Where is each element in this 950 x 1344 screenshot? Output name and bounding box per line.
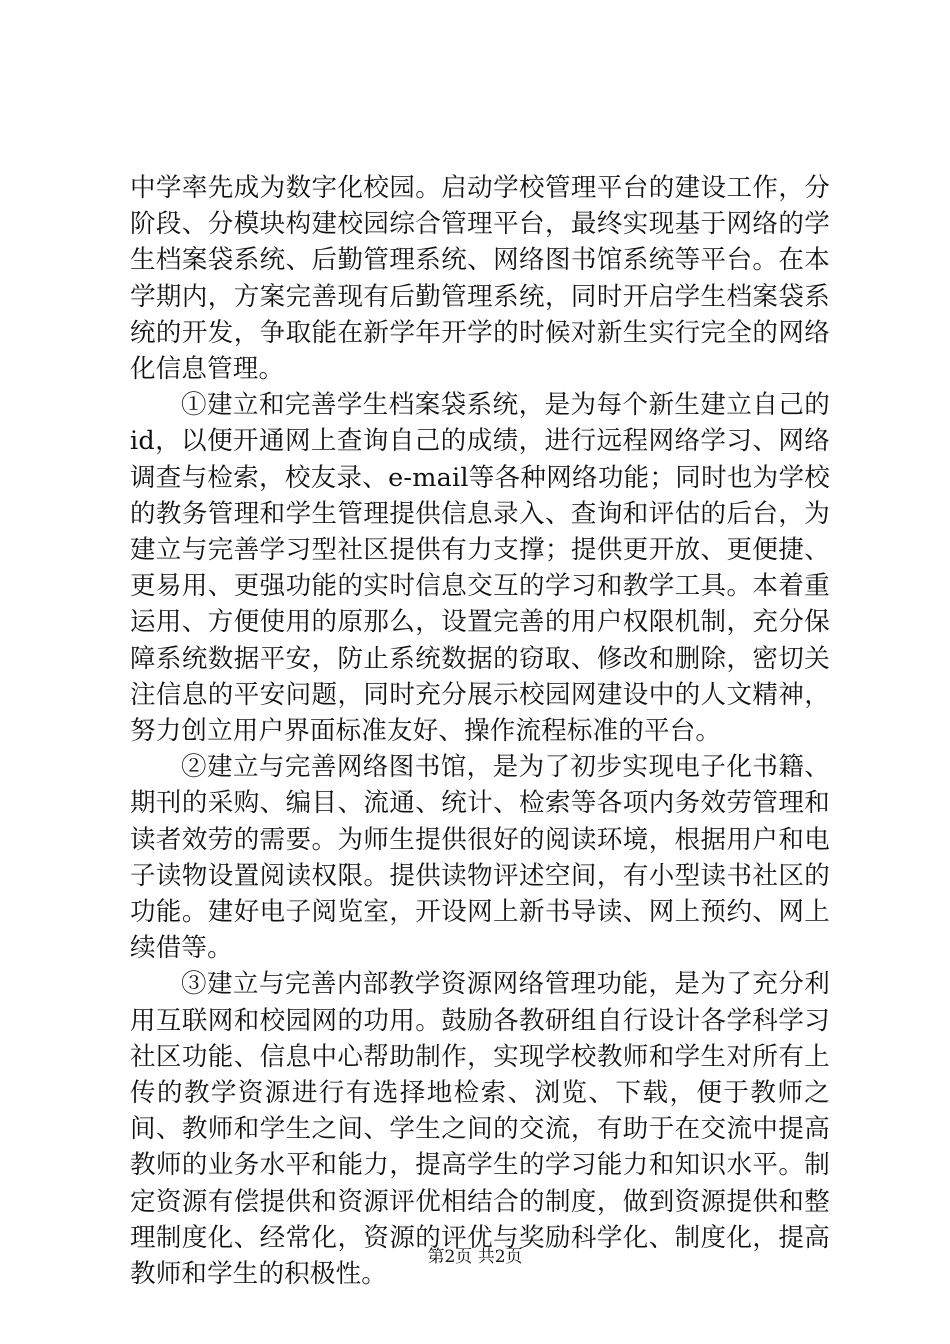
document-body [130,170,830,1292]
page-footer: 第2页 共2页 [427,1247,523,1267]
paragraph-item-1: ①建立和完善学生档案袋系统，是为每个新生建立自己的id，以便开通网上查询自己的成绩，进行远程网络学习、网络调查与检索，校友录、e-mail等各种网络功能；同时也为学校的教务管理和学生管理提供信息录入、查询和评估的后台，为建立与完善学习型社区提供有力支撑；提供更开放、更便捷、更易用、更强功能的实时信息交互的学习和教学工具。本着重运用、方便使用的原那么，设置完善的用户权限机制，充分保障系统数据平安，防止系统数据的窃取、修改和删除，密切关注信息的平安问题，同时充分展示校园网建设中的人文精神，努力创立用户界面标准友好、操作流程标准的平台。 [130,390,830,747]
paragraph-intro: 中学率先成为数字化校园。启动学校管理平台的建设工作，分阶段、分模块构建校园综合管理平台，最终实现基于网络的学生档案袋系统、后勤管理系统、网络图书馆系统等平台。在本学期内，方案完善现有后勤管理系统，同时开启学生档案袋系统的开发，争取能在新学年开学的时候对新生实行完全的网络化信息管理。 [130,173,830,385]
paragraph-item-3: ③建立与完善内部教学资源网络管理功能，是为了充分利用互联网和校园网的功用。鼓励各教研组自行设计各学科学习社区功能、信息中心帮助制作，实现学校教师和学生对所有上传的教学资源进行有选择地检索、浏览、下载，便于教师之间、教师和学生之间、学生之间的交流，有助于在交流中提高教师的业务水平和能力，提高学生的学习能力和知识水平。制定资源有偿提供和资源评优相结合的制度，做到资源提供和整理制度化、经常化，资源的评优与奖励科学化、制度化，提高教师和学生的积极性。 [130,969,830,1290]
paragraph-item-2: ②建立与完善网络图书馆，是为了初步实现电子化书籍、期刊的采购、编目、流通、统计、检索等各项内务效劳管理和读者效劳的需要。为师生提供很好的阅读环境，根据用户和电子读物设置阅读权限。提供读物评述空间，有小型读书社区的功能。建好电子阅览室，开设网上新书导读、网上预约、网上续借等。 [130,752,830,964]
